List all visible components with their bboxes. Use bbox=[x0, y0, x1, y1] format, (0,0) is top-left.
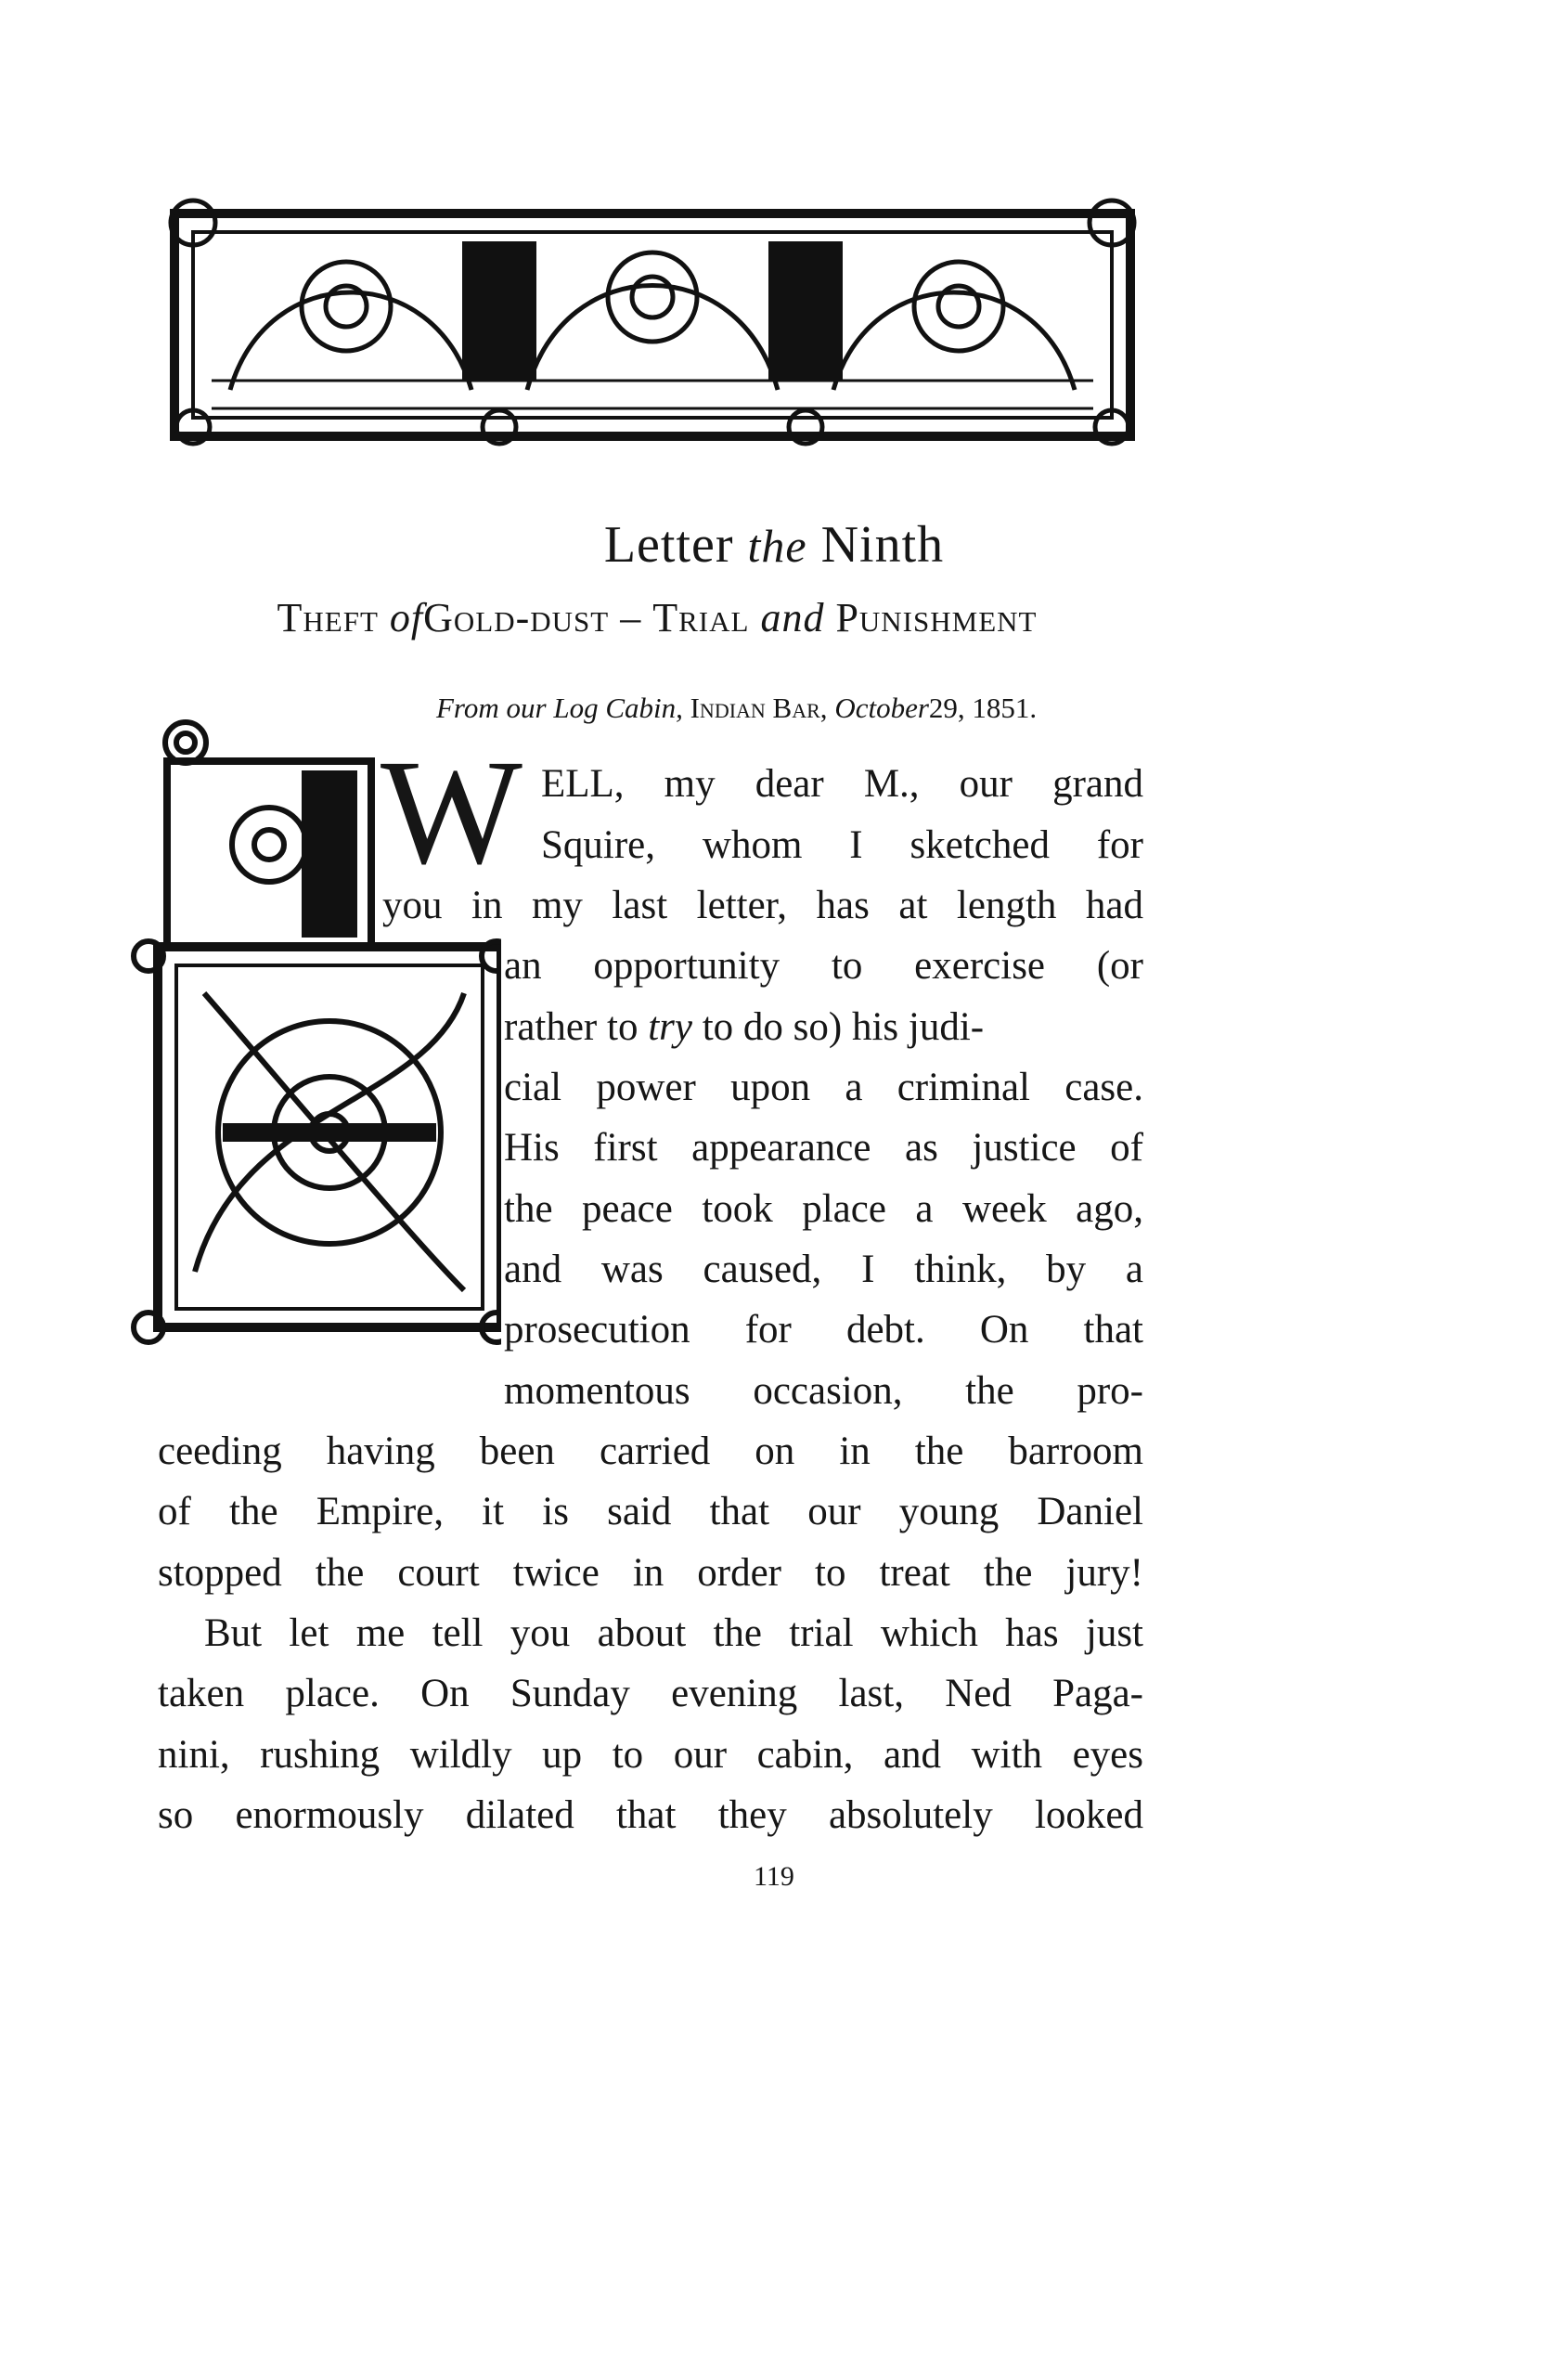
dateline-our: our bbox=[506, 692, 547, 724]
text-line: an opportunity to exercise (or bbox=[504, 944, 1143, 988]
title-word-ninth: Ninth bbox=[820, 516, 945, 574]
subtitle-gold-dust: Gold-dust bbox=[423, 595, 610, 640]
text-line-with-italic bbox=[504, 1007, 1143, 1047]
text-line: momentous occasion, the pro- bbox=[504, 1369, 1143, 1413]
subtitle-dash: – bbox=[609, 595, 653, 640]
text-line: prosecution for debt. On that bbox=[504, 1308, 1143, 1352]
dateline-date: 29, 1851. bbox=[928, 692, 1038, 724]
text-line: ELL, my dear M., our grand bbox=[541, 762, 1143, 806]
subtitle-of: of bbox=[389, 595, 424, 640]
subtitle-punishment: Punishment bbox=[835, 595, 1038, 640]
text-line: cial power upon a criminal case. bbox=[504, 1066, 1143, 1109]
text-fragment-italic-try: try bbox=[648, 1005, 692, 1049]
dateline-month: October bbox=[834, 692, 929, 724]
text-line: stopped the court twice in order to treat the jury! bbox=[158, 1551, 1143, 1595]
title-word-the: the bbox=[747, 520, 807, 572]
subtitle-trial: Trial bbox=[652, 595, 750, 640]
subtitle-and: and bbox=[760, 595, 825, 640]
text-line: and was caused, I think, by a bbox=[504, 1248, 1143, 1291]
subtitle-theft: Theft bbox=[277, 595, 379, 640]
text-line: so enormously dilated that they absolutely looked bbox=[158, 1793, 1143, 1837]
dateline bbox=[436, 692, 1037, 725]
text-fragment: rather to bbox=[504, 1005, 649, 1049]
text-line: taken place. On Sunday evening last, Ned Paga- bbox=[158, 1672, 1143, 1715]
text-fragment: to do so) his judi- bbox=[691, 1005, 985, 1049]
text-line: His first appearance as justice of bbox=[504, 1126, 1143, 1170]
text-line: But let me tell you about the trial which has just bbox=[204, 1611, 1143, 1655]
text-line: of the Empire, it is said that our young Daniel bbox=[158, 1490, 1143, 1533]
page-number: 119 bbox=[754, 1861, 794, 1892]
dateline-log-cabin: Log Cabin, bbox=[553, 692, 683, 724]
title-word-letter: Letter bbox=[603, 516, 734, 574]
ornamental-headpiece bbox=[156, 186, 1149, 464]
drop-cap-letter: W bbox=[381, 730, 522, 896]
text-line: nini, rushing wildly up to our cabin, and with eyes bbox=[158, 1733, 1143, 1777]
letter-title bbox=[0, 515, 1548, 575]
text-line: ceeding having been carried on in the barroom bbox=[158, 1429, 1143, 1473]
text-line: the peace took place a week ago, bbox=[504, 1187, 1143, 1231]
text-line: Squire, whom I sketched for bbox=[541, 823, 1143, 867]
dateline-from: From bbox=[436, 692, 499, 724]
letter-subtitle bbox=[174, 594, 1140, 641]
text-line: you in my last letter, has at length had bbox=[382, 884, 1143, 927]
dateline-place: Indian Bar, bbox=[690, 692, 828, 724]
